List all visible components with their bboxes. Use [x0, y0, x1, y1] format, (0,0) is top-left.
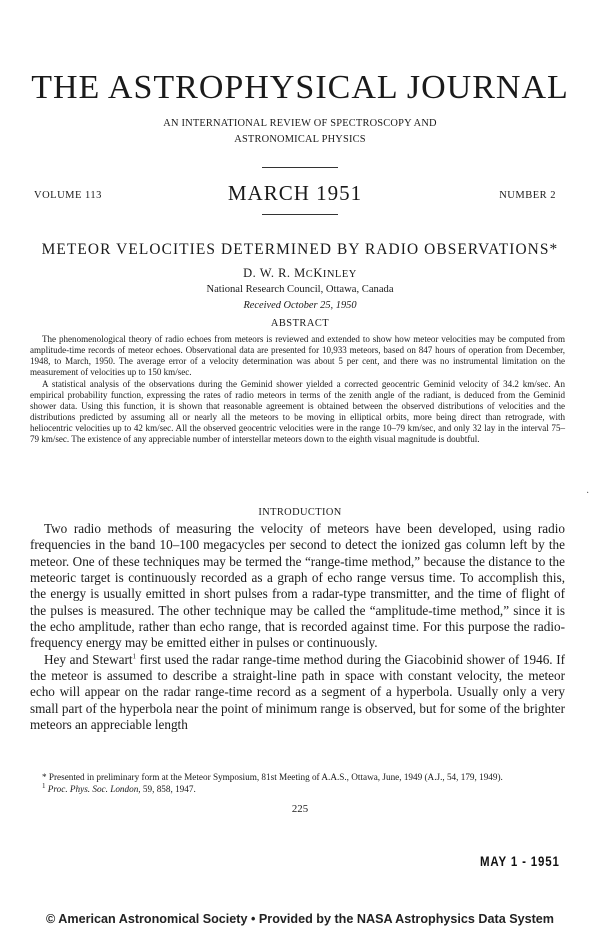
journal-title: THE ASTROPHYSICAL JOURNAL: [31, 69, 569, 106]
footnote-1-journal: Proc. Phys. Soc. London,: [47, 784, 141, 794]
divider-bottom: [262, 214, 338, 215]
scan-speck: ·: [586, 488, 590, 499]
introduction-heading: INTRODUCTION: [258, 507, 342, 518]
introduction-body: [30, 521, 565, 733]
author-name-smallcaps: C: [305, 269, 314, 280]
author-name-smallcaps2: INLEY: [322, 269, 357, 280]
copyright-footer: © American Astronomical Society • Provided by the NASA Astrophysics Data System: [45, 912, 555, 926]
abstract-paragraph-2: A statistical analysis of the observations during the Geminid shower yielded a corrected geocentric Geminid velocity of 34.2 km/sec. An empirical probability function, expressing the rates of radio meteors in terms of the zenith angle of the radiant, is deduced from the Geminid shower data. Using this function, it is shown that reasonable agreement is obtained between the observed distributions of velocities and the distributions predicted by assuming all or nearly all the meteors to be moving in elliptical orbits, more being direct than retrograde, with heliocentric velocities up to 42 km/sec. All the observed geocentric velocities were in the range 10–79 km/sec, and only 32 lay in the interval 75–79 km/sec. The existence of any appreciable number of interstellar meteors down to the eighth visual magnitude is doubtful.: [30, 378, 565, 445]
intro-paragraph-1: Two radio methods of measuring the velocity of meteors have been developed, using radio frequencies in the band 10–100 megacycles per second to detect the ionized gas column left by the meteor. One of these techniques may be termed the “range-time method,” because the distance to the meteoric target is continuously recorded as a graph of echo range versus time. To accomplish this, the energy is usually emitted in short pulses from a radar-type transmitter, and the time of flight of the pulses is measured. The other technique may be called the “amplitude-time method,” since it is the echo amplitude, rather than echo range, that is recorded against time. For this purpose the radio-frequency energy may be emitted either in pulses or continuously.: [30, 521, 565, 651]
article-title: METEOR VELOCITIES DETERMINED BY RADIO OBSERVATIONS*: [41, 241, 559, 258]
issue-info-row: [34, 181, 556, 211]
author-name-part2: K: [313, 266, 323, 280]
abstract-heading: ABSTRACT: [270, 318, 330, 329]
footnote-ref-1: 1: [132, 652, 137, 661]
footnote-1-citation: 59, 858, 1947.: [140, 784, 196, 794]
journal-subtitle-line2: ASTRONOMICAL PHYSICS: [234, 134, 366, 145]
author-name-part: D. W. R. M: [243, 266, 306, 280]
volume-label: VOLUME 113: [34, 190, 102, 201]
journal-subtitle: [0, 116, 600, 148]
footnote-1: [30, 783, 565, 795]
footnote-star: * Presented in preliminary form at the Meteor Symposium, 81st Meeting of A.A.S., Ottawa, June, 1949 (A.J., 54, 179, 1949).: [42, 772, 503, 782]
intro-paragraph-2: [30, 652, 565, 734]
page-number: 225: [291, 803, 309, 815]
abstract-paragraph-1: The phenomenological theory of radio echoes from meteors is reviewed and extended to show how meteor velocities may be computed from amplitude-time records of meteor echoes. Observational data are presented for 10,933 meteors, based on 847 hours of operation from December, 1948, to March, 1950. The average error of a velocity determination was about 5 per cent, and there was no instrumental limitation on the measurement of velocities up to 150 km/sec.: [30, 334, 565, 378]
author-affiliation: National Research Council, Ottawa, Canada: [206, 284, 394, 295]
footnote-1-marker: 1: [42, 781, 46, 790]
issue-month: MARCH 1951: [227, 181, 363, 205]
divider-top: [262, 167, 338, 168]
footnotes: [30, 771, 565, 795]
journal-subtitle-line1: AN INTERNATIONAL REVIEW OF SPECTROSCOPY AND: [163, 118, 437, 129]
abstract-body: [30, 334, 565, 446]
received-stamp: MAY 1 - 1951: [480, 854, 560, 869]
received-date: Received October 25, 1950: [243, 300, 357, 311]
intro-paragraph-2-start: Hey and Stewart: [44, 651, 133, 667]
intro-paragraph-2-rest: first used the radar range-time method during the Giacobinid shower of 1946. If the meteor is assumed to describe a straight-line path in space with constant velocity, the meteor echo will appear on the radar range-time record as a segment of a hyperbola. Usually only a very small part of the hyperbola near the point of minimum range is observed, but for some of the brighter meteors an appreciable length: [30, 651, 565, 733]
article-author: [0, 266, 600, 281]
issue-number: NUMBER 2: [499, 190, 556, 201]
